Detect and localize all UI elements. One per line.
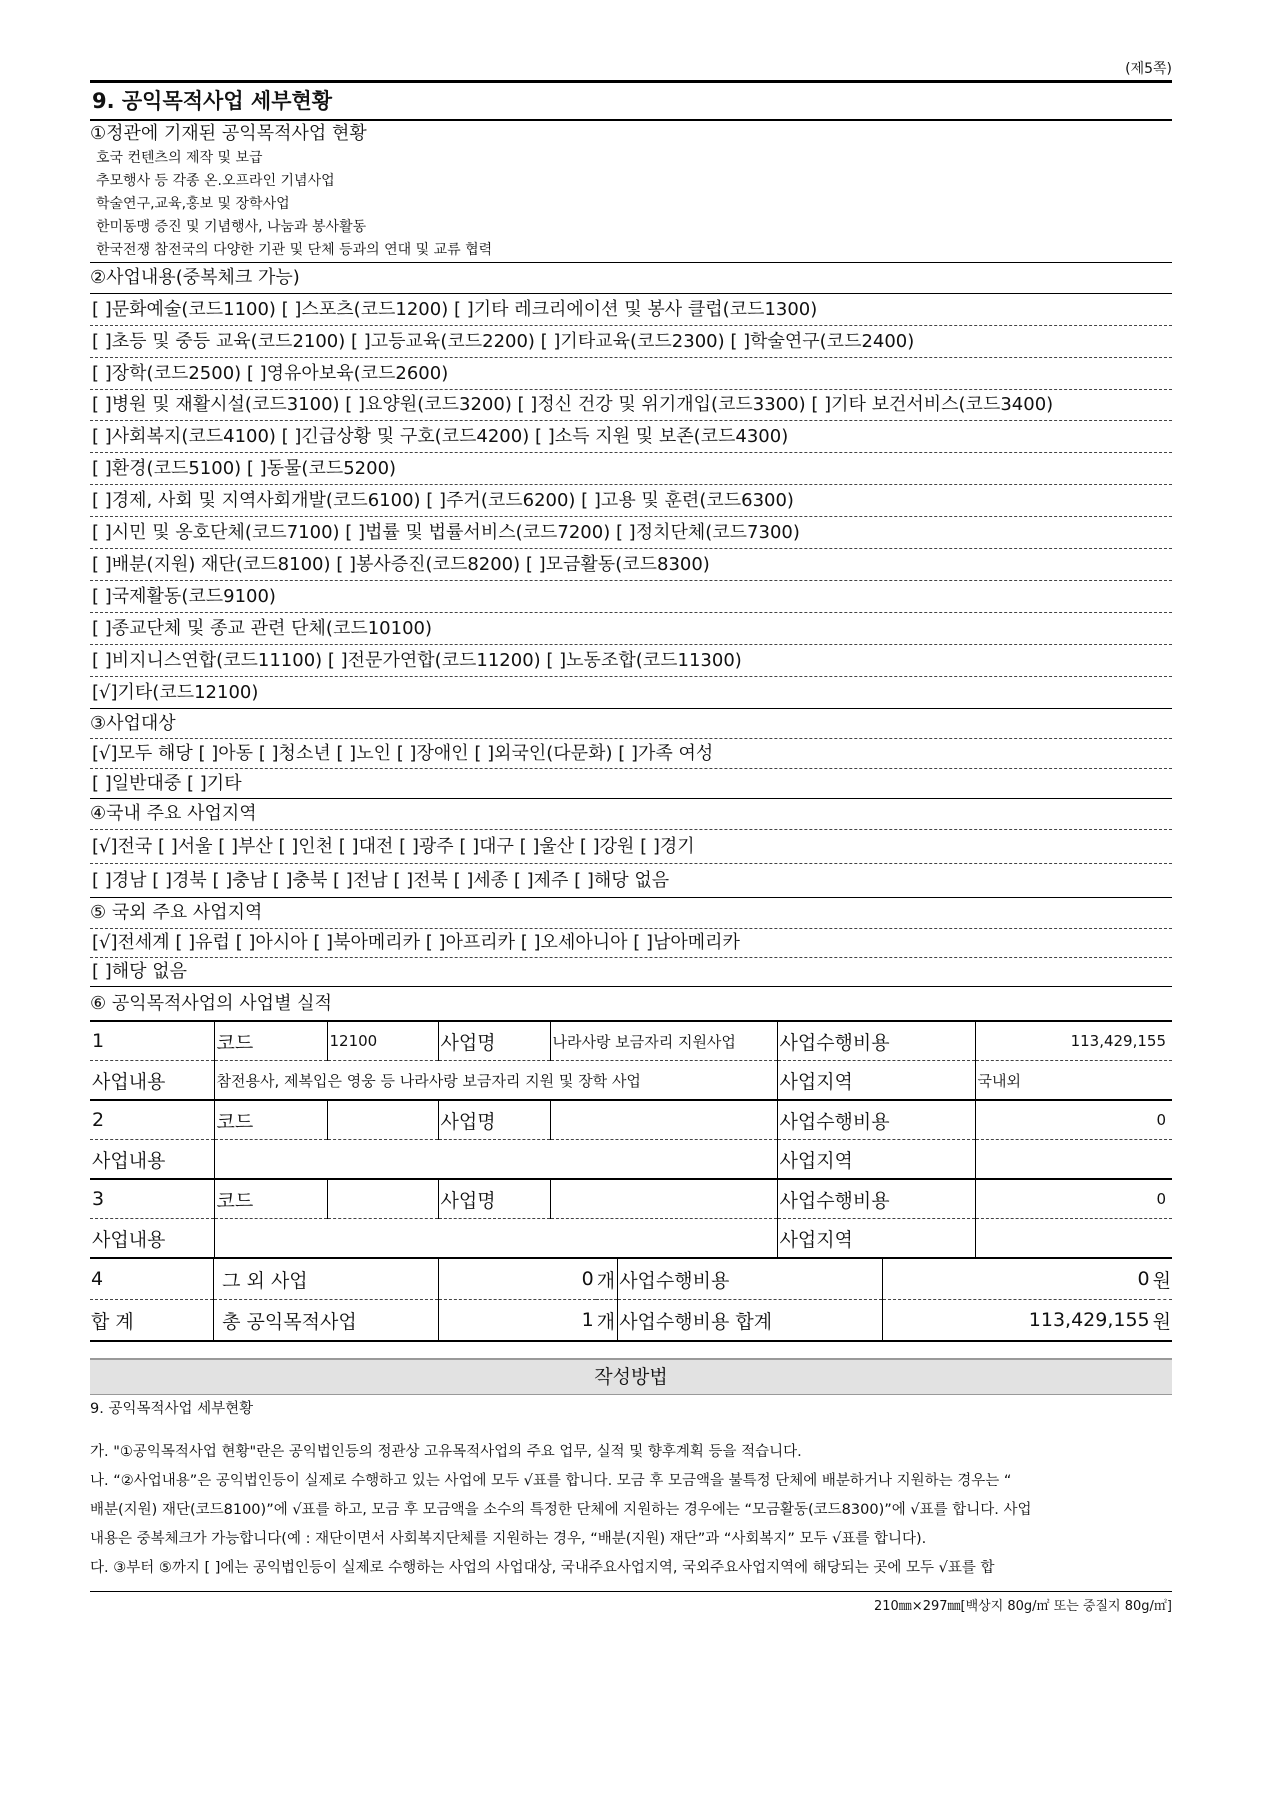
- other-cost-value[interactable]: 0: [882, 1259, 1151, 1300]
- summary-table: [90, 1259, 1172, 1342]
- domestic-region-row[interactable]: [√]전국 [ ]서울 [ ]부산 [ ]인천 [ ]대전 [ ]광주 [ ]대구 [ ]울산 [ ]강원 [ ]경기: [90, 830, 1172, 864]
- name-label: 사업명: [438, 1022, 550, 1061]
- business-type-row[interactable]: [ ]장학(코드2500) [ ]영유아보육(코드2600): [90, 358, 1172, 390]
- code-label: 코드: [214, 1100, 327, 1140]
- section-5: [90, 898, 1172, 987]
- cost-label: 사업수행비용: [777, 1100, 975, 1140]
- region-label: 사업지역: [777, 1140, 975, 1180]
- purpose-item: 한국전쟁 참전국의 다양한 기관 및 단체 등과의 연대 및 교류 협력: [96, 242, 493, 258]
- business-type-row[interactable]: [ ]시민 및 옹호단체(코드7100) [ ]법률 및 법률서비스(코드7200) [ ]정치단체(코드7300): [90, 517, 1172, 549]
- name-label: 사업명: [438, 1100, 550, 1140]
- total-cost-label: 사업수행비용 합계: [618, 1300, 883, 1342]
- section-6: [90, 987, 1172, 1342]
- section-5-header: ⑤ 국외 주요 사업지역: [90, 898, 1172, 929]
- project-no: 2: [90, 1100, 214, 1140]
- table-row: [90, 1140, 1172, 1180]
- total-label: 합 계: [90, 1300, 214, 1342]
- business-type-row[interactable]: [√]기타(코드12100): [90, 677, 1172, 709]
- name-value[interactable]: 나라사랑 보금자리 지원사업: [550, 1022, 777, 1061]
- purpose-item: 학술연구,교육,홍보 및 장학사업: [96, 196, 290, 212]
- table-row: [90, 1061, 1172, 1101]
- region-value[interactable]: [975, 1140, 1172, 1180]
- overseas-region-row[interactable]: [ ]해당 없음: [90, 958, 1172, 987]
- guide-para-na: 나. “②사업내용”은 공익법인등이 실제로 수행하고 있는 사업에 모두 √표를 합니다. 모금 후 모금액을 불특정 단체에 배분하거나 지원하는 경우는 “: [90, 1473, 1012, 1489]
- other-count[interactable]: 0: [438, 1259, 595, 1300]
- region-value[interactable]: 국내외: [975, 1061, 1172, 1101]
- page-number: (제5쪽): [1125, 61, 1172, 77]
- target-row[interactable]: [√]모두 해당 [ ]아동 [ ]청소년 [ ]노인 [ ]장애인 [ ]외국인(다문화) [ ]가족 여성: [90, 739, 1172, 769]
- other-no: 4: [90, 1259, 214, 1300]
- name-value[interactable]: [550, 1179, 777, 1219]
- region-label: 사업지역: [777, 1219, 975, 1259]
- target-row[interactable]: [ ]일반대중 [ ]기타: [90, 769, 1172, 799]
- section-2-header: ②사업내용(중복체크 가능): [90, 263, 1172, 294]
- code-label: 코드: [214, 1022, 327, 1061]
- business-type-row[interactable]: [ ]경제, 사회 및 지역사회개발(코드6100) [ ]주거(코드6200) [ ]고용 및 훈련(코드6300): [90, 485, 1172, 517]
- project-no: 3: [90, 1179, 214, 1219]
- guide-sub: 9. 공익목적사업 세부현황: [90, 1401, 254, 1417]
- business-type-row[interactable]: [ ]초등 및 중등 교육(코드2100) [ ]고등교육(코드2200) [ ]기타교육(코드2300) [ ]학술연구(코드2400): [90, 326, 1172, 358]
- business-type-row[interactable]: [ ]비지니스연합(코드11100) [ ]전문가연합(코드11200) [ ]노동조합(코드11300): [90, 645, 1172, 677]
- form-page: [90, 58, 1172, 1618]
- content-value[interactable]: [214, 1140, 777, 1180]
- business-type-row[interactable]: [ ]사회복지(코드4100) [ ]긴급상황 및 구호(코드4200) [ ]소득 지원 및 보존(코드4300): [90, 421, 1172, 453]
- region-value[interactable]: [975, 1219, 1172, 1259]
- other-count-unit: 개: [596, 1259, 618, 1300]
- table-row: [90, 1100, 1172, 1140]
- code-value[interactable]: 12100: [327, 1022, 438, 1061]
- table-row: [90, 1300, 1172, 1342]
- other-label: 그 외 사업: [214, 1259, 439, 1300]
- table-row: [90, 1179, 1172, 1219]
- total-count[interactable]: 1: [438, 1300, 595, 1342]
- section-1: [90, 121, 1172, 263]
- table-row: [90, 1259, 1172, 1300]
- code-value[interactable]: [327, 1179, 438, 1219]
- guide-para-da: 다. ③부터 ⑤까지 [ ]에는 공익법인등이 실제로 수행하는 사업의 사업대상, 국내주요사업지역, 국외주요사업지역에 해당되는 곳에 모두 √표를 합: [90, 1560, 995, 1576]
- cost-label: 사업수행비용: [777, 1022, 975, 1061]
- business-type-row[interactable]: [ ]문화예술(코드1100) [ ]스포츠(코드1200) [ ]기타 레크리에이션 및 봉사 클럽(코드1300): [90, 294, 1172, 326]
- cost-value[interactable]: 113,429,155: [975, 1022, 1172, 1061]
- code-label: 코드: [214, 1179, 327, 1219]
- total-count-unit: 개: [596, 1300, 618, 1342]
- name-value[interactable]: [550, 1100, 777, 1140]
- cost-label: 사업수행비용: [777, 1179, 975, 1219]
- section-1-header: ①정관에 기재된 공익목적사업 현황: [90, 123, 367, 144]
- total-sub-label: 총 공익목적사업: [214, 1300, 439, 1342]
- section-4-header: ④국내 주요 사업지역: [90, 799, 1172, 830]
- other-cost-label: 사업수행비용: [618, 1259, 883, 1300]
- purpose-item: 한미동맹 증진 및 기념행사, 나눔과 봉사활동: [96, 219, 367, 235]
- business-type-row[interactable]: [ ]병원 및 재활시설(코드3100) [ ]요양원(코드3200) [ ]정신 건강 및 위기개입(코드3300) [ ]기타 보건서비스(코드3400): [90, 390, 1172, 421]
- content-value[interactable]: 참전용사, 제복입은 영웅 등 나라사랑 보금자리 지원 및 장학 사업: [214, 1061, 777, 1101]
- code-value[interactable]: [327, 1100, 438, 1140]
- other-cost-unit: 원: [1152, 1259, 1172, 1300]
- section-3-header: ③사업대상: [90, 709, 1172, 739]
- table-row: [90, 1022, 1172, 1061]
- section-6-header: ⑥ 공익목적사업의 사업별 실적: [90, 987, 1172, 1022]
- domestic-region-row[interactable]: [ ]경남 [ ]경북 [ ]충남 [ ]충북 [ ]전남 [ ]전북 [ ]세종 [ ]제주 [ ]해당 없음: [90, 864, 1172, 898]
- project-no: 1: [90, 1022, 214, 1061]
- guide-para-ga: 가. "①공익목적사업 현황"란은 공익법인등의 정관상 고유목적사업의 주요 업무, 실적 및 향후계획 등을 적습니다.: [90, 1444, 802, 1460]
- cost-value[interactable]: 0: [975, 1179, 1172, 1219]
- paper-spec: 210㎜×297㎜[백상지 80g/㎡ 또는 중질지 80g/㎡]: [90, 1591, 1172, 1618]
- table-row: [90, 1219, 1172, 1259]
- purpose-item: 호국 컨텐츠의 제작 및 보급: [96, 150, 263, 166]
- name-label: 사업명: [438, 1179, 550, 1219]
- cost-value[interactable]: 0: [975, 1100, 1172, 1140]
- guide-para-na: 내용은 중복체크가 가능합니다(예 : 재단이면서 사회복지단체를 지원하는 경우, “배분(지원) 재단”과 “사회복지” 모두 √표를 합니다).: [90, 1531, 927, 1547]
- business-type-row[interactable]: [ ]환경(코드5100) [ ]동물(코드5200): [90, 453, 1172, 485]
- section-4: [90, 799, 1172, 898]
- section-2: [90, 263, 1172, 709]
- section-3: [90, 709, 1172, 799]
- region-label: 사업지역: [777, 1061, 975, 1101]
- guide-header: 작성방법: [90, 1358, 1172, 1395]
- performance-table: [90, 1022, 1172, 1259]
- purpose-item: 추모행사 등 각종 온.오프라인 기념사업: [96, 173, 335, 189]
- business-type-row[interactable]: [ ]배분(지원) 재단(코드8100) [ ]봉사증진(코드8200) [ ]모금활동(코드8300): [90, 549, 1172, 581]
- business-type-row[interactable]: [ ]국제활동(코드9100): [90, 581, 1172, 613]
- business-type-row[interactable]: [ ]종교단체 및 종교 관련 단체(코드10100): [90, 613, 1172, 645]
- overseas-region-row[interactable]: [√]전세계 [ ]유럽 [ ]아시아 [ ]북아메리카 [ ]아프리카 [ ]오세아니아 [ ]남아메리카: [90, 929, 1172, 958]
- total-cost-unit: 원: [1152, 1300, 1172, 1342]
- content-label: 사업내용: [90, 1140, 214, 1180]
- content-label: 사업내용: [90, 1219, 214, 1259]
- guide-para-na: 배분(지원) 재단(코드8100)”에 √표를 하고, 모금 후 모금액을 소수의 특정한 단체에 지원하는 경우에는 “모금활동(코드8300)”에 √표를 합니다. 사업: [90, 1502, 1032, 1518]
- content-value[interactable]: [214, 1219, 777, 1259]
- content-label: 사업내용: [90, 1061, 214, 1101]
- section-title: 9. 공익목적사업 세부현황: [90, 80, 1172, 121]
- total-cost-value[interactable]: 113,429,155: [882, 1300, 1151, 1342]
